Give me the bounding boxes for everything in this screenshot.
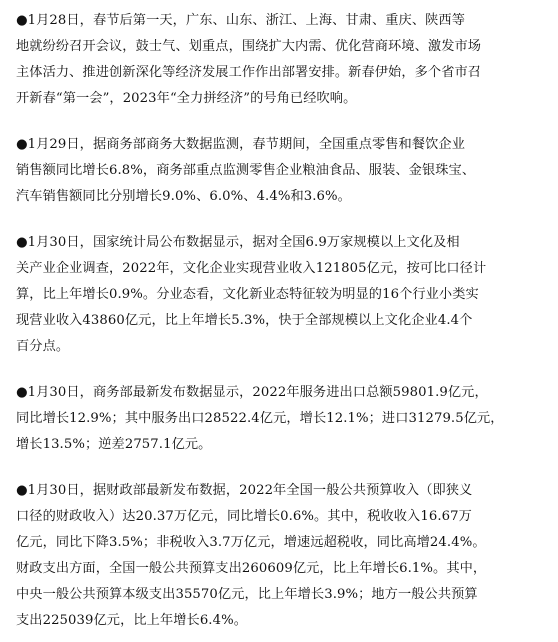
text-line: 中央一般公共预算本级支出35570亿元，比上年增长3.9%；地方一般公共预算 xyxy=(16,587,478,602)
text-line: 口径的财政收入）达20.37万亿元，同比增长0.6%。其中，税收收入16.67万 xyxy=(16,509,472,524)
news-item-jan29 xyxy=(16,132,544,210)
text-line: 百分点。 xyxy=(16,339,70,354)
text-line: 销售额同比增长6.8%，商务部重点监测零售企业粮油食品、服装、金银珠宝、 xyxy=(16,163,476,178)
text-line: ●1月30日，据财政部最新发布数据，2022年全国一般公共预算收入（即狭义 xyxy=(16,483,473,498)
text-line: ●1月29日，据商务部商务大数据监测，春节期间，全国重点零售和餐饮企业 xyxy=(16,137,465,152)
news-item-jan30-trade xyxy=(16,380,544,458)
text-line: 支出225039亿元，比上年增长6.4%。 xyxy=(16,613,248,628)
news-item-jan28 xyxy=(16,8,544,112)
text-line: 增长13.5%；逆差2757.1亿元。 xyxy=(16,437,212,452)
text-line: 开新春“第一会”，2023年“全力拼经济”的号角已经吹响。 xyxy=(16,91,357,106)
text-line: 财政支出方面，全国一般公共预算支出260609亿元，比上年增长6.1%。其中， xyxy=(16,561,487,576)
news-item-jan30-finance xyxy=(16,478,544,634)
text-line: ●1月30日，国家统计局公布数据显示，据对全国6.9万家规模以上文化及相 xyxy=(16,235,460,250)
text-line: 算，比上年增长0.9%。分业态看，文化新业态特征较为明显的16个行业小类实 xyxy=(16,287,479,302)
text-line: 汽车销售额同比分别增长9.0%、6.0%、4.4%和3.6%。 xyxy=(16,189,351,204)
text-line: 地就纷纷召开会议，鼓士气、划重点，围绕扩大内需、优化营商环境、激发市场 xyxy=(16,39,482,54)
text-line: 主体活力、推进创新深化等经济发展工作作出部署安排。新春伊始，多个省市召 xyxy=(16,65,482,80)
text-line: ●1月28日，春节后第一天，广东、山东、浙江、上海、甘肃、重庆、陕西等 xyxy=(16,13,465,28)
news-item-jan30-culture xyxy=(16,230,544,360)
text-line: 同比增长12.9%；其中服务出口28522.4亿元，增长12.1%；进口31279.5亿元， xyxy=(16,411,504,426)
text-line: ●1月30日，商务部最新发布数据显示，2022年服务进出口总额59801.9亿元， xyxy=(16,385,488,400)
text-line: 亿元，同比下降3.5%；非税收入3.7万亿元，增速远超税收，同比高增24.4%。 xyxy=(16,535,486,550)
text-line: 现营业收入43860亿元，比上年增长5.3%，快于全部规模以上文化企业4.4个 xyxy=(16,313,473,328)
text-line: 关产业企业调查，2022年，文化企业实现营业收入121805亿元，按可比口径计 xyxy=(16,261,487,276)
